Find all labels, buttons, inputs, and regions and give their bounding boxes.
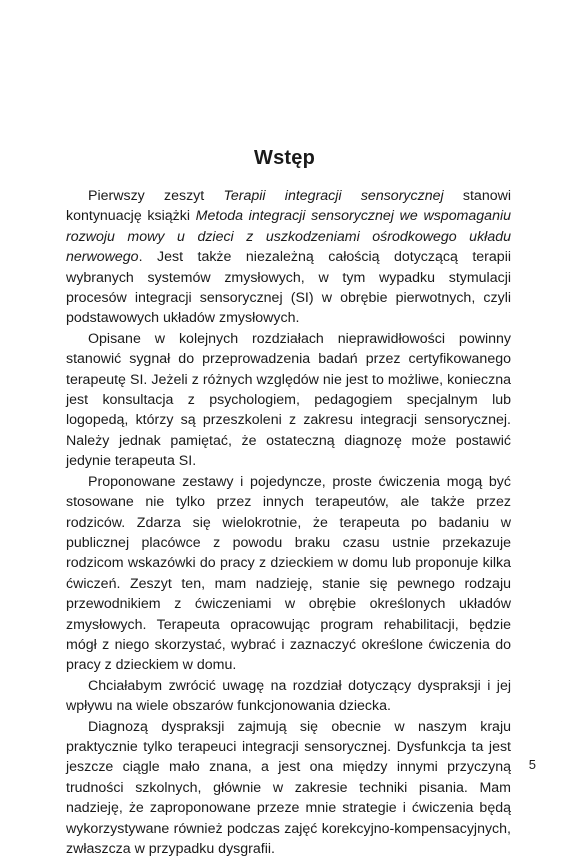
page-number: 5 — [528, 757, 536, 772]
paragraph — [66, 676, 511, 717]
text-run: Opisane w kolejnych rozdziałach nieprawidłowości powinny stanowić sygnał do przeprowadzenia badań przez certyfikowanego terapeutę SI. Jeżeli z różnych względów nie jest to możliwe, konieczna jest konsultacja z psychologiem, pedagogiem specjalnym lub logopedą, którzy są przeszkoleni z zakresu integracji sensorycznej. Należy jednak pamiętać, że ostateczną diagnozę może postawić jedynie terapeuta SI. — [66, 330, 511, 470]
paragraph — [66, 329, 511, 472]
text-run: Proponowane zestawy i pojedyncze, proste ćwiczenia mogą być stosowane nie tylko przez innych terapeutów, ale także przez rodziców. Zdarza się wielokrotnie, że terapeuta po badaniu w publicznej placówce z powodu braku czasu ustnie przekazuje rodzicom wskazówki do pracy z dzieckiem w domu lub proponuje kilka ćwiczeń. Zeszyt ten, mam nadzieję, stanie się pewnego rodzaju przewodnikiem z ćwiczeniami w obrębie określonych układów zmysłowych. Terapeuta opracowując program rehabilitacji, będzie mógł z niego skorzystać, wybrać i zaznaczyć określone ćwiczenia do pracy z dzieckiem w domu. — [66, 473, 511, 674]
paragraph — [66, 717, 511, 859]
text-run: Diagnozą dyspraksji zajmują się obecnie w naszym kraju praktycznie tylko terapeuci integracji sensorycznej. Dysfunkcja ta jest jeszcze ciągle mało znana, a jest ona między innymi przyczyną trudności szkolnych, głównie w zakresie techniki pisania. Mam nadzieję, że zaproponowane przeze mnie strategie i ćwiczenia będą wykorzystywane również podczas zajęć korekcyjno-kompensacyjnych, zwłaszcza w przypadku dysgrafii. — [66, 718, 511, 857]
paragraph — [66, 186, 511, 329]
italic-text: Terapii integracji sensorycznej — [223, 188, 444, 204]
body-text — [66, 186, 511, 859]
page-title: Wstęp — [254, 147, 315, 169]
text-run: stanowi kontynuację książki — [66, 188, 511, 225]
text-run: Pierwszy zeszyt — [88, 188, 224, 204]
paragraph — [66, 472, 511, 676]
italic-text: Metoda integracji sensorycznej we wspomaganiu rozwoju mowy u dzieci z uszkodzeniami ośrodkowego układu nerwowego — [66, 208, 512, 266]
text-run: Chciałabym zwrócić uwagę na rozdział dotyczący dyspraksji i jej wpływu na wiele obszarów funkcjonowania dziecka. — [66, 677, 511, 715]
text-run: . Jest także niezależną całością dotyczącą terapii wybranych systemów zmysłowych, w tym wypadku stymulacji procesów integracji sensorycznej (SI) w obrębie pierwotnych, czyli podstawowych układów zmysłowych. — [66, 249, 511, 327]
